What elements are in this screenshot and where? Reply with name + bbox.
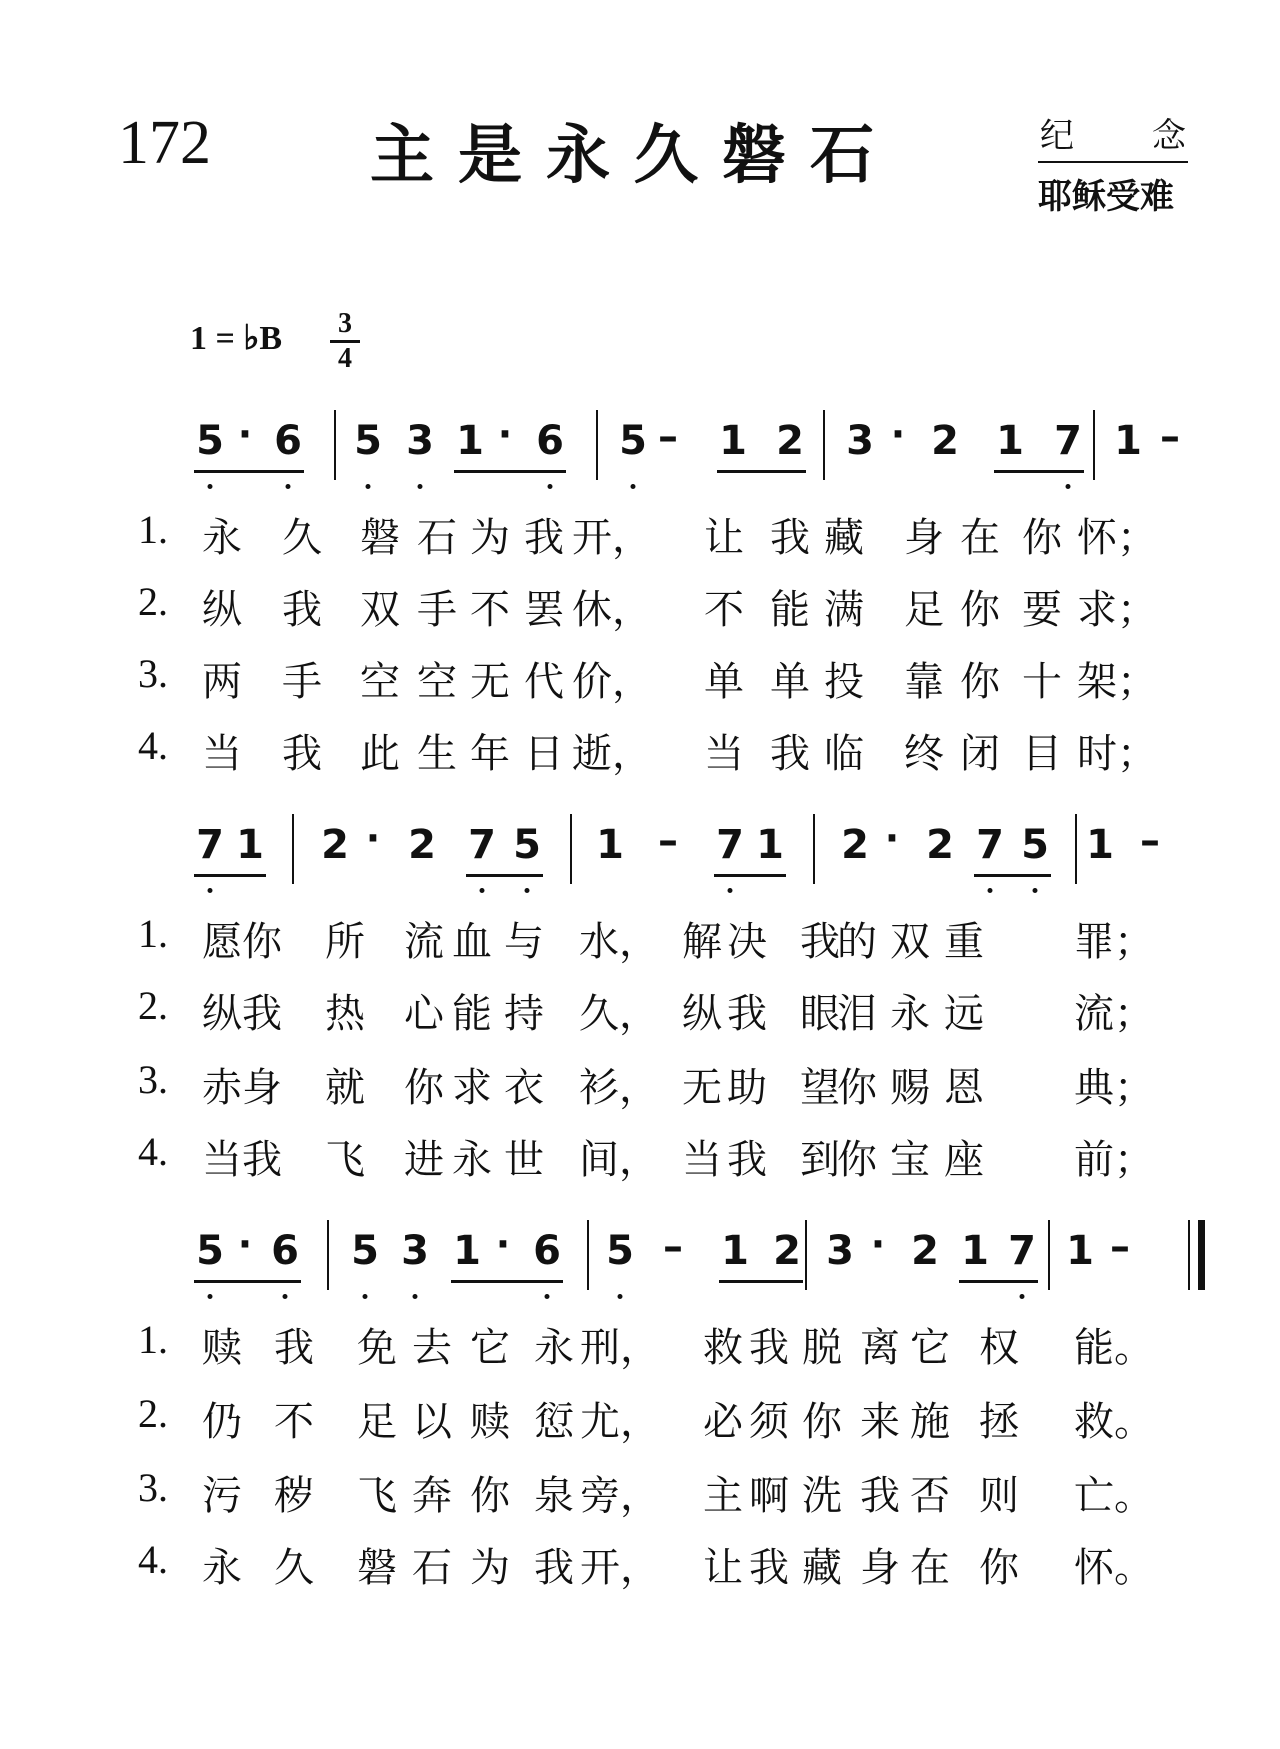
lyric-syllable: 生 bbox=[417, 731, 457, 777]
note: 6 bbox=[533, 1228, 561, 1274]
lower-octave-dot bbox=[208, 1294, 213, 1299]
verse-number: 3. bbox=[138, 651, 168, 696]
beam-underline bbox=[719, 1280, 803, 1283]
lower-octave-dot bbox=[283, 1294, 288, 1299]
lyric-syllable: 能 bbox=[770, 587, 810, 633]
lyric-syllable: 求； bbox=[1077, 587, 1157, 633]
lyric-syllable: 久 bbox=[274, 1545, 314, 1591]
lower-octave-dot bbox=[418, 484, 423, 489]
beam-underline bbox=[194, 874, 266, 877]
note: 1 bbox=[236, 822, 264, 868]
lyric-syllable: 我 bbox=[282, 731, 322, 777]
note: 7 bbox=[468, 822, 496, 868]
lyric-syllable: 身 bbox=[904, 515, 944, 561]
lyric-syllable: 当 bbox=[202, 1137, 242, 1183]
hold-dash: – bbox=[658, 414, 678, 460]
note: 3 bbox=[846, 418, 874, 464]
lower-octave-dot bbox=[631, 484, 636, 489]
lyric-syllable: 衣 bbox=[504, 1065, 544, 1111]
lyric-syllable: 免 bbox=[357, 1325, 397, 1371]
lyric-syllable: 磐 bbox=[360, 515, 400, 561]
lyric-syllable: 单 bbox=[704, 659, 744, 705]
lyric-syllable: 奔 bbox=[412, 1473, 452, 1519]
augmentation-dot: · bbox=[495, 1222, 511, 1266]
note: 2 bbox=[841, 822, 869, 868]
lyric-syllable: 血 bbox=[452, 919, 492, 965]
lyric-syllable: 手 bbox=[282, 659, 322, 705]
lyric-syllable: 救。 bbox=[1074, 1399, 1154, 1445]
lyric-syllable: 在 bbox=[960, 515, 1000, 561]
lyric-syllable: 求 bbox=[452, 1065, 492, 1111]
barline bbox=[1093, 410, 1095, 480]
final-barline-thin bbox=[1188, 1220, 1190, 1290]
occasion-label bbox=[1038, 108, 1188, 218]
note: 5 bbox=[606, 1228, 634, 1274]
lyric-syllable: 泉 bbox=[534, 1473, 574, 1519]
lyric-syllable: 不 bbox=[274, 1399, 314, 1445]
key-signature: 1 = ♭B bbox=[190, 320, 283, 357]
lyric-syllable: 你 bbox=[1022, 515, 1062, 561]
note: 7 bbox=[716, 822, 744, 868]
lyric-syllable: 去 bbox=[412, 1325, 452, 1371]
verse-number: 2. bbox=[138, 983, 168, 1028]
lyric-syllable: 我 bbox=[800, 919, 840, 965]
lyric-syllable: 你 bbox=[404, 1065, 444, 1111]
hymn-number: 172 bbox=[118, 109, 211, 177]
note: 2 bbox=[773, 1228, 801, 1274]
lyric-syllable: 两 bbox=[202, 659, 242, 705]
time-signature-denominator: 4 bbox=[338, 343, 352, 374]
beam-underline bbox=[454, 470, 566, 473]
lyric-syllable: 当 bbox=[682, 1137, 722, 1183]
lower-octave-dot bbox=[366, 484, 371, 489]
lyric-syllable: 施 bbox=[910, 1399, 950, 1445]
note: 6 bbox=[536, 418, 564, 464]
lyric-syllable: 满 bbox=[824, 587, 864, 633]
barline bbox=[1048, 1220, 1050, 1290]
lyric-syllable: 闭 bbox=[960, 731, 1000, 777]
note: 1 bbox=[1114, 418, 1142, 464]
beam-underline bbox=[994, 470, 1084, 473]
note: 1 bbox=[719, 418, 747, 464]
note: 7 bbox=[1008, 1228, 1036, 1274]
barline bbox=[805, 1220, 807, 1290]
lyric-syllable: 纵 bbox=[682, 991, 722, 1037]
final-barline bbox=[1198, 1220, 1205, 1290]
barline bbox=[327, 1220, 329, 1290]
lyric-syllable: 愿 bbox=[202, 919, 242, 965]
lyric-syllable: 磐 bbox=[357, 1545, 397, 1591]
lyric-syllable: 它 bbox=[470, 1325, 510, 1371]
lyric-syllable: 终 bbox=[904, 731, 944, 777]
lyric-syllable: 无 bbox=[682, 1065, 722, 1111]
hold-dash: – bbox=[658, 818, 678, 864]
lyric-syllable: 来 bbox=[860, 1399, 900, 1445]
verse-number: 3. bbox=[138, 1057, 168, 1102]
lyric-syllable: 让 bbox=[704, 515, 744, 561]
lower-octave-dot bbox=[208, 888, 213, 893]
lyric-syllable: 身 bbox=[860, 1545, 900, 1591]
augmentation-dot: · bbox=[237, 412, 253, 456]
lyric-syllable: 赎 bbox=[470, 1399, 510, 1445]
note: 5 bbox=[351, 1228, 379, 1274]
lyric-syllable: 救 bbox=[703, 1325, 743, 1371]
lyric-syllable: 藏 bbox=[824, 515, 864, 561]
note: 3 bbox=[406, 418, 434, 464]
lyric-syllable: 罪； bbox=[1074, 919, 1154, 965]
lyric-syllable: 解 bbox=[682, 919, 722, 965]
lyric-syllable: 我 bbox=[242, 1137, 282, 1183]
lyric-syllable: 永 bbox=[202, 515, 242, 561]
lyric-syllable: 石 bbox=[417, 515, 457, 561]
lyric-syllable: 当 bbox=[704, 731, 744, 777]
lyric-syllable: 流； bbox=[1074, 991, 1154, 1037]
lyric-syllable: 所 bbox=[325, 919, 365, 965]
lyric-syllable: 日 bbox=[524, 731, 564, 777]
barline bbox=[334, 410, 336, 480]
lyric-syllable: 亡。 bbox=[1074, 1473, 1154, 1519]
occasion-top-left: 纪 bbox=[1040, 116, 1074, 156]
note: 1 bbox=[1086, 822, 1114, 868]
lyric-syllable: 你 bbox=[979, 1545, 1019, 1591]
lyric-syllable: 临 bbox=[824, 731, 864, 777]
lyric-syllable: 能 bbox=[452, 991, 492, 1037]
note: 5 bbox=[196, 1228, 224, 1274]
stave-2 bbox=[0, 808, 1280, 898]
lyric-syllable: 恩 bbox=[944, 1065, 984, 1111]
note: 1 bbox=[456, 418, 484, 464]
lyric-syllable: 它 bbox=[910, 1325, 950, 1371]
barline bbox=[823, 410, 825, 480]
lyric-syllable: 重 bbox=[944, 919, 984, 965]
lyric-syllable: 仍 bbox=[202, 1399, 242, 1445]
lyric-syllable: 啊 bbox=[749, 1473, 789, 1519]
verse-number: 4. bbox=[138, 723, 168, 768]
lyric-syllable: 此 bbox=[360, 731, 400, 777]
lyric-syllable: 永 bbox=[890, 991, 930, 1037]
stave-3 bbox=[0, 1214, 1280, 1304]
beam-underline bbox=[194, 1280, 301, 1283]
note: 7 bbox=[976, 822, 1004, 868]
lyric-syllable: 不 bbox=[470, 587, 510, 633]
lyric-syllable: 足 bbox=[904, 587, 944, 633]
lyric-syllable: 主 bbox=[703, 1473, 743, 1519]
note: 2 bbox=[911, 1228, 939, 1274]
lyric-syllable: 进 bbox=[404, 1137, 444, 1183]
lyric-syllable: 怀。 bbox=[1074, 1545, 1154, 1591]
lyric-syllable: 决 bbox=[727, 919, 767, 965]
lyric-syllable: 你 bbox=[960, 659, 1000, 705]
note: 5 bbox=[354, 418, 382, 464]
note: 5 bbox=[1021, 822, 1049, 868]
hold-dash: – bbox=[663, 1224, 683, 1270]
note: 2 bbox=[931, 418, 959, 464]
lower-octave-dot bbox=[480, 888, 485, 893]
note: 6 bbox=[274, 418, 302, 464]
lyric-syllable: 权 bbox=[979, 1325, 1019, 1371]
hold-dash: – bbox=[1160, 414, 1180, 460]
lyric-syllable: 污 bbox=[202, 1473, 242, 1519]
lyric-syllable: 价， bbox=[572, 659, 652, 705]
note: 5 bbox=[619, 418, 647, 464]
beam-underline bbox=[717, 470, 806, 473]
note: 1 bbox=[1066, 1228, 1094, 1274]
lyric-syllable: 我 bbox=[274, 1325, 314, 1371]
stave-1 bbox=[0, 404, 1280, 494]
lyric-syllable: 到 bbox=[800, 1137, 840, 1183]
note: 5 bbox=[196, 418, 224, 464]
augmentation-dot: · bbox=[870, 1222, 886, 1266]
lower-octave-dot bbox=[988, 888, 993, 893]
lyric-syllable: 十 bbox=[1022, 659, 1062, 705]
lyric-syllable: 双 bbox=[890, 919, 930, 965]
lower-octave-dot bbox=[525, 888, 530, 893]
occasion-bottom: 耶稣受难 bbox=[1038, 177, 1174, 217]
hymn-title: 主是永久磐石 bbox=[370, 119, 898, 193]
verse-number: 3. bbox=[138, 1465, 168, 1510]
lyric-syllable: 逝， bbox=[572, 731, 652, 777]
lyric-syllable: 投 bbox=[824, 659, 864, 705]
lyric-syllable: 休， bbox=[572, 587, 652, 633]
lyric-syllable: 要 bbox=[1022, 587, 1062, 633]
lyric-syllable: 你 bbox=[960, 587, 1000, 633]
lyric-syllable: 前； bbox=[1074, 1137, 1154, 1183]
lyric-syllable: 单 bbox=[770, 659, 810, 705]
verse-number: 4. bbox=[138, 1129, 168, 1174]
lower-octave-dot bbox=[545, 1294, 550, 1299]
lyric-syllable: 石 bbox=[412, 1545, 452, 1591]
lyric-syllable: 以 bbox=[412, 1399, 452, 1445]
lyric-syllable: 否 bbox=[910, 1473, 950, 1519]
lyric-syllable: 藏 bbox=[802, 1545, 842, 1591]
verse-number: 2. bbox=[138, 1391, 168, 1436]
lyric-syllable: 座 bbox=[944, 1137, 984, 1183]
lyric-syllable: 与 bbox=[504, 919, 544, 965]
lyric-syllable: 我 bbox=[770, 731, 810, 777]
lyric-syllable: 宝 bbox=[890, 1137, 930, 1183]
lyric-syllable: 你 bbox=[837, 1137, 877, 1183]
lower-octave-dot bbox=[363, 1294, 368, 1299]
lyric-syllable: 你 bbox=[242, 919, 282, 965]
lower-octave-dot bbox=[413, 1294, 418, 1299]
lyric-syllable: 心 bbox=[404, 991, 444, 1037]
lyric-syllable: 赤 bbox=[202, 1065, 242, 1111]
lyric-syllable: 架； bbox=[1077, 659, 1157, 705]
lyric-syllable: 秽 bbox=[274, 1473, 314, 1519]
verse-number: 1. bbox=[138, 507, 168, 552]
note: 3 bbox=[401, 1228, 429, 1274]
lyric-syllable: 为 bbox=[470, 515, 510, 561]
beam-underline bbox=[959, 1280, 1038, 1283]
time-signature bbox=[330, 308, 360, 375]
lyric-syllable: 我 bbox=[727, 991, 767, 1037]
lyric-syllable: 我 bbox=[282, 587, 322, 633]
lyric-syllable: 飞 bbox=[357, 1473, 397, 1519]
note: 3 bbox=[826, 1228, 854, 1274]
verse-number: 2. bbox=[138, 579, 168, 624]
lyric-syllable: 能。 bbox=[1074, 1325, 1154, 1371]
lyric-syllable: 赎 bbox=[202, 1325, 242, 1371]
lyric-syllable: 我 bbox=[242, 991, 282, 1037]
lyric-syllable: 流 bbox=[404, 919, 444, 965]
lyric-syllable: 我 bbox=[749, 1545, 789, 1591]
lyric-syllable: 年 bbox=[470, 731, 510, 777]
lyric-syllable: 久 bbox=[282, 515, 322, 561]
note: 7 bbox=[196, 822, 224, 868]
beam-underline bbox=[974, 874, 1051, 877]
lyric-syllable: 旁， bbox=[580, 1473, 660, 1519]
barline bbox=[292, 814, 294, 884]
lyric-syllable: 愆 bbox=[534, 1399, 574, 1445]
augmentation-dot: · bbox=[237, 1222, 253, 1266]
note: 2 bbox=[776, 418, 804, 464]
note: 1 bbox=[596, 822, 624, 868]
lyric-syllable: 洗 bbox=[802, 1473, 842, 1519]
note: 2 bbox=[408, 822, 436, 868]
lyric-syllable: 我 bbox=[534, 1545, 574, 1591]
lyric-syllable: 我 bbox=[524, 515, 564, 561]
lower-octave-dot bbox=[286, 484, 291, 489]
lyric-syllable: 助 bbox=[727, 1065, 767, 1111]
lyric-syllable: 我 bbox=[770, 515, 810, 561]
lyric-syllable: 纵 bbox=[202, 991, 242, 1037]
lyric-syllable: 开， bbox=[572, 515, 652, 561]
augmentation-dot: · bbox=[497, 412, 513, 456]
lyric-syllable: 双 bbox=[360, 587, 400, 633]
lyric-syllable: 望 bbox=[800, 1065, 840, 1111]
barline bbox=[813, 814, 815, 884]
lyric-syllable: 我 bbox=[727, 1137, 767, 1183]
lyric-syllable: 水， bbox=[579, 919, 659, 965]
lower-octave-dot bbox=[1020, 1294, 1025, 1299]
lyric-syllable: 我 bbox=[860, 1473, 900, 1519]
barline bbox=[596, 410, 598, 480]
note: 1 bbox=[721, 1228, 749, 1274]
lyric-syllable: 则 bbox=[979, 1473, 1019, 1519]
lyric-syllable: 永 bbox=[202, 1545, 242, 1591]
barline bbox=[1075, 814, 1077, 884]
beam-underline bbox=[194, 470, 304, 473]
lyric-syllable: 典； bbox=[1074, 1065, 1154, 1111]
lower-octave-dot bbox=[618, 1294, 623, 1299]
verse-number: 1. bbox=[138, 911, 168, 956]
lyric-syllable: 无 bbox=[470, 659, 510, 705]
note: 7 bbox=[1054, 418, 1082, 464]
lyric-syllable: 靠 bbox=[904, 659, 944, 705]
lyric-syllable: 代 bbox=[524, 659, 564, 705]
barline bbox=[587, 1220, 589, 1290]
lyric-syllable: 让 bbox=[703, 1545, 743, 1591]
augmentation-dot: · bbox=[884, 816, 900, 860]
lyric-syllable: 怀； bbox=[1077, 515, 1157, 561]
lyric-syllable: 罢 bbox=[524, 587, 564, 633]
lyric-syllable: 间， bbox=[579, 1137, 659, 1183]
lyric-syllable: 你 bbox=[470, 1473, 510, 1519]
lower-octave-dot bbox=[548, 484, 553, 489]
lyric-syllable: 你 bbox=[802, 1399, 842, 1445]
lyric-syllable: 空 bbox=[417, 659, 457, 705]
augmentation-dot: · bbox=[890, 412, 906, 456]
lyric-syllable: 的 bbox=[837, 919, 877, 965]
lyric-syllable: 空 bbox=[360, 659, 400, 705]
lyric-syllable: 持 bbox=[504, 991, 544, 1037]
verse-number: 4. bbox=[138, 1537, 168, 1582]
lyric-syllable: 必 bbox=[703, 1399, 743, 1445]
occasion-top-right: 念 bbox=[1152, 116, 1186, 156]
beam-underline bbox=[714, 874, 786, 877]
note: 1 bbox=[756, 822, 784, 868]
note: 1 bbox=[453, 1228, 481, 1274]
note: 5 bbox=[513, 822, 541, 868]
hold-dash: – bbox=[1140, 818, 1160, 864]
lyric-syllable: 我 bbox=[749, 1325, 789, 1371]
lyric-syllable: 尤， bbox=[580, 1399, 660, 1445]
note: 2 bbox=[321, 822, 349, 868]
note: 1 bbox=[961, 1228, 989, 1274]
lyric-syllable: 飞 bbox=[325, 1137, 365, 1183]
lower-octave-dot bbox=[1066, 484, 1071, 489]
lyric-syllable: 你 bbox=[837, 1065, 877, 1111]
lyric-syllable: 手 bbox=[417, 587, 457, 633]
hold-dash: – bbox=[1110, 1224, 1130, 1270]
lyric-syllable: 不 bbox=[704, 587, 744, 633]
lyric-syllable: 泪 bbox=[837, 991, 877, 1037]
note: 2 bbox=[926, 822, 954, 868]
lyric-syllable: 永 bbox=[452, 1137, 492, 1183]
lower-octave-dot bbox=[728, 888, 733, 893]
lyric-syllable: 衫， bbox=[579, 1065, 659, 1111]
note: 6 bbox=[271, 1228, 299, 1274]
lyric-syllable: 就 bbox=[325, 1065, 365, 1111]
beam-underline bbox=[466, 874, 543, 877]
lyric-syllable: 远 bbox=[944, 991, 984, 1037]
lyric-syllable: 赐 bbox=[890, 1065, 930, 1111]
lyric-syllable: 目 bbox=[1022, 731, 1062, 777]
lyric-syllable: 为 bbox=[470, 1545, 510, 1591]
lyric-syllable: 离 bbox=[860, 1325, 900, 1371]
verse-number: 1. bbox=[138, 1317, 168, 1362]
lyric-syllable: 身 bbox=[242, 1065, 282, 1111]
note: 1 bbox=[996, 418, 1024, 464]
lyric-syllable: 久， bbox=[579, 991, 659, 1037]
lyric-syllable: 当 bbox=[202, 731, 242, 777]
lyric-syllable: 眼 bbox=[800, 991, 840, 1037]
augmentation-dot: · bbox=[365, 816, 381, 860]
lyric-syllable: 热 bbox=[325, 991, 365, 1037]
lyric-syllable: 须 bbox=[749, 1399, 789, 1445]
lyric-syllable: 世 bbox=[504, 1137, 544, 1183]
barline bbox=[570, 814, 572, 884]
lyric-syllable: 刑， bbox=[580, 1325, 660, 1371]
lyric-syllable: 脱 bbox=[802, 1325, 842, 1371]
lower-octave-dot bbox=[1033, 888, 1038, 893]
lyric-syllable: 足 bbox=[357, 1399, 397, 1445]
lyric-syllable: 在 bbox=[910, 1545, 950, 1591]
time-signature-numerator: 3 bbox=[330, 308, 360, 343]
lyric-syllable: 永 bbox=[534, 1325, 574, 1371]
lower-octave-dot bbox=[208, 484, 213, 489]
lyric-syllable: 开， bbox=[580, 1545, 660, 1591]
beam-underline bbox=[451, 1280, 563, 1283]
lyric-syllable: 时； bbox=[1077, 731, 1157, 777]
lyric-syllable: 拯 bbox=[979, 1399, 1019, 1445]
lyric-syllable: 纵 bbox=[202, 587, 242, 633]
